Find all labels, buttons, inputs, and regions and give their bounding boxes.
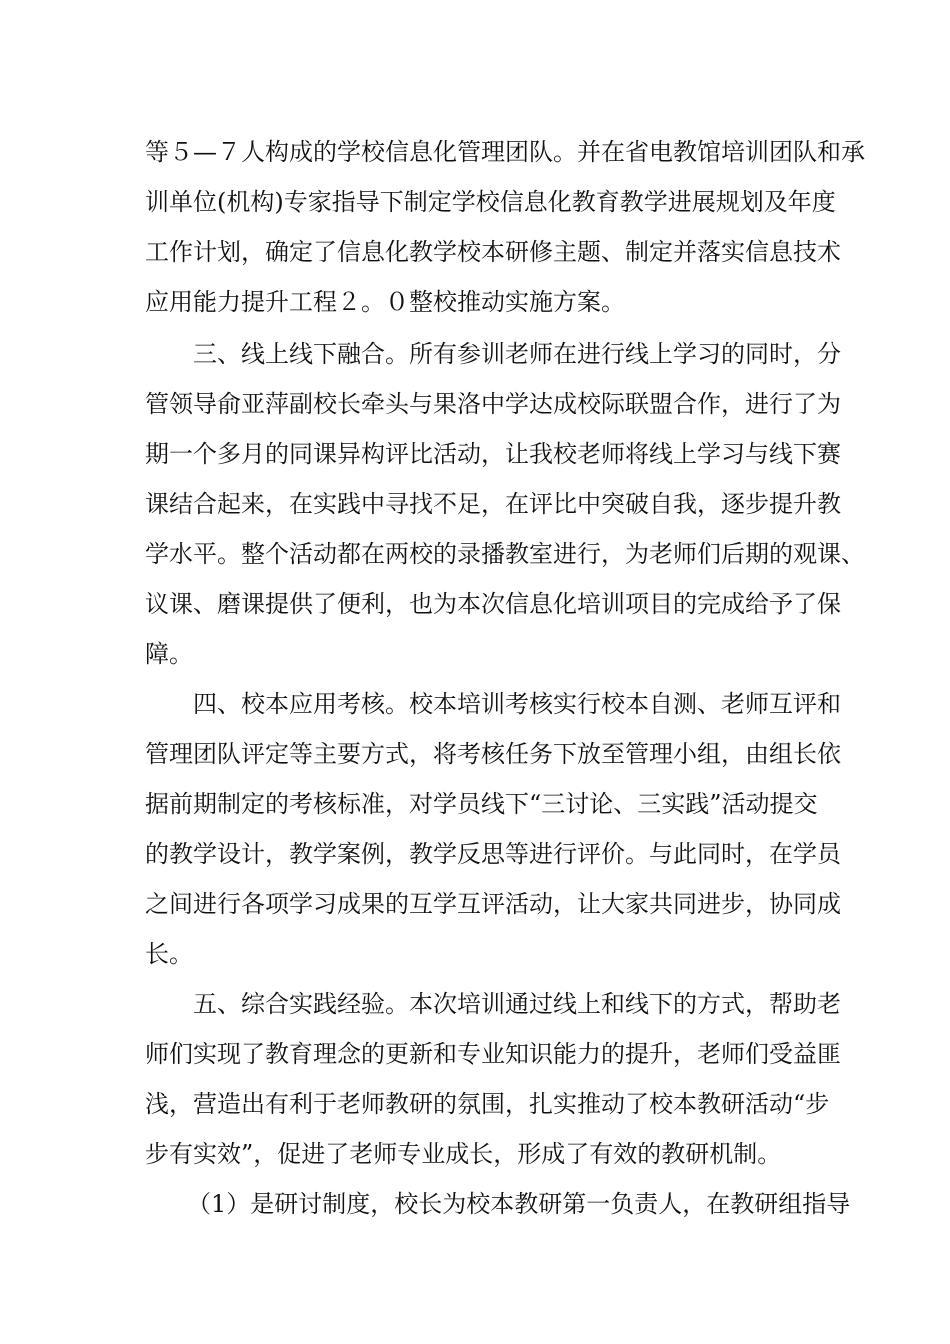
paragraph-5-heading-line: 五、综合实践经验。本次培训通过线上和线下的方式，帮助老	[193, 990, 841, 1018]
text-line-19: 师们实现了教育理念的更新和专业知识能力的提升，老师们受益匪	[145, 1040, 841, 1068]
text-line-1: 等５—７人构成的学校信息化管理团队。并在省电教馆培训团队和承	[145, 138, 865, 166]
text-line-20: 浅，营造出有利于老师教研的氛围，扎实推动了校本教研活动“步	[145, 1090, 830, 1118]
text-line-2: 训单位(机构)专家指导下制定学校信息化教育教学进展规划及年度	[145, 188, 836, 216]
paragraph-4-heading-line: 四、校本应用考核。校本培训考核实行校本自测、老师互评和	[193, 690, 841, 718]
text-line-11: 障。	[145, 640, 193, 668]
text-line-10: 议课、磨课提供了便利，也为本次信息化培训项目的完成给予了保	[145, 590, 841, 618]
paragraph-3-heading-line: 三、线上线下融合。所有参训老师在进行线上学习的同时，分	[193, 340, 841, 368]
text-line-9: 学水平。整个活动都在两校的录播教室进行，为老师们后期的观课、	[145, 540, 865, 568]
text-line-17: 长。	[145, 940, 193, 968]
text-line-21: 步有实效”，促进了老师专业成长，形成了有效的教研机制。	[145, 1140, 782, 1168]
text-line-4: 应用能力提升工程２。０整校推动实施方案。	[145, 288, 625, 316]
text-line-15: 的教学设计，教学案例，教学反思等进行评价。与此同时，在学员	[145, 840, 841, 868]
text-line-13: 管理团队评定等主要方式，将考核任务下放至管理小组，由组长依	[145, 740, 841, 768]
text-line-8: 课结合起来，在实践中寻找不足，在评比中突破自我，逐步提升教	[145, 490, 841, 518]
text-line-6: 管领导俞亚萍副校长牵头与果洛中学达成校际联盟合作，进行了为	[145, 390, 841, 418]
text-line-14: 据前期制定的考核标准，对学员线下“三讨论、三实践”活动提交	[145, 790, 818, 818]
list-item-1-line: （1）是研讨制度，校长为校本教研第一负责人，在教研组指导	[187, 1190, 851, 1218]
text-line-3: 工作计划，确定了信息化教学校本研修主题、制定并落实信息技术	[145, 238, 841, 266]
text-line-7: 期一个多月的同课异构评比活动，让我校老师将线上学习与线下赛	[145, 440, 841, 468]
text-line-16: 之间进行各项学习成果的互学互评活动，让大家共同进步，协同成	[145, 890, 841, 918]
